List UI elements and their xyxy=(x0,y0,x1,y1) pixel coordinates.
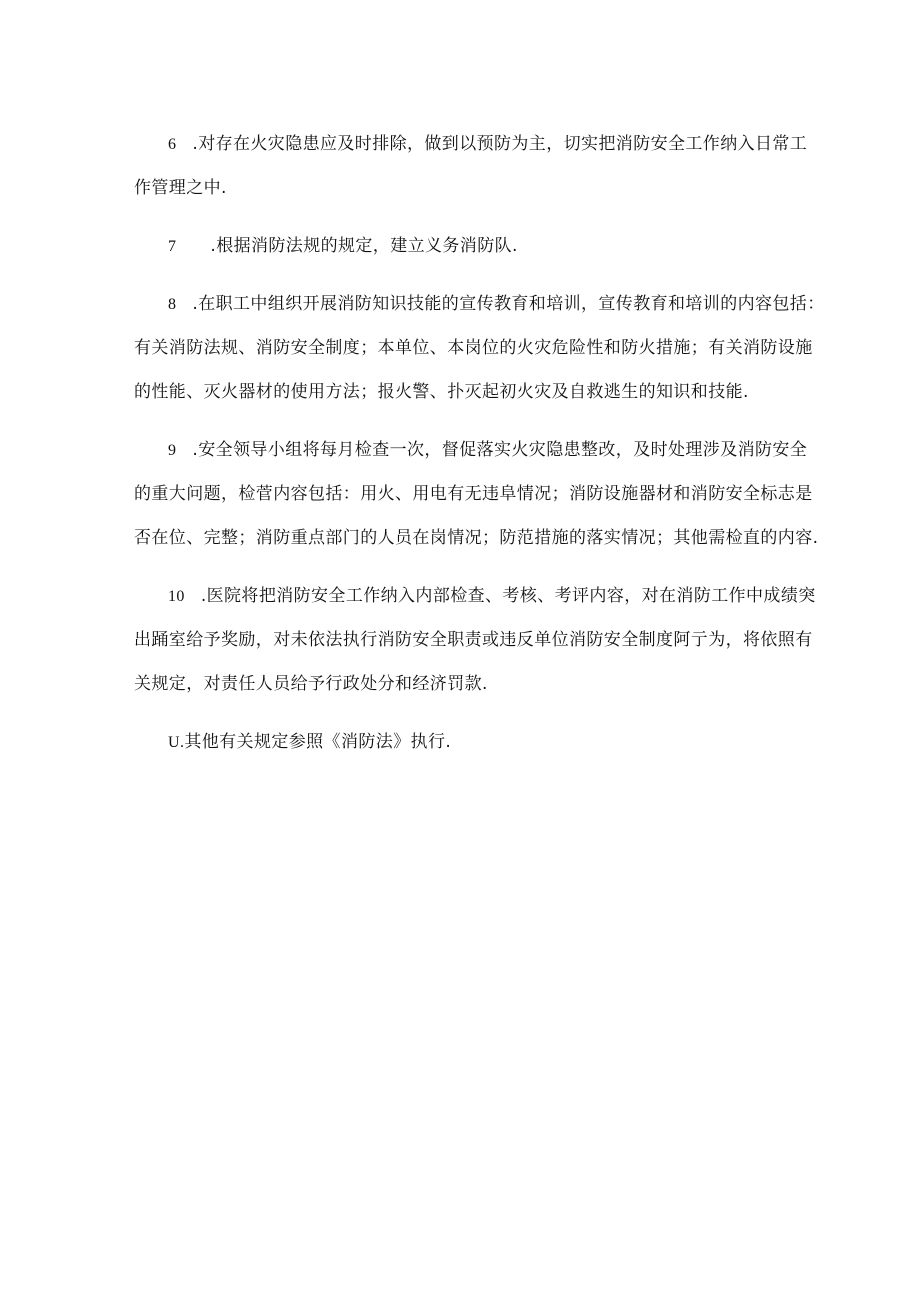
clause-7 xyxy=(134,224,794,268)
clause-11-line-1 xyxy=(134,720,794,764)
clause-10 xyxy=(134,574,816,706)
clause-10-line-1 xyxy=(134,574,816,618)
clause-number: 7 xyxy=(168,238,177,255)
clause-8-line-2: 有关消防法规、消防安全制度；本单位、本岗位的火灾危险性和防火措施；有关消防设施 xyxy=(134,338,813,358)
clause-10-line-3: 关规定，对责任人员给予行政处分和经济罚款. xyxy=(134,674,488,694)
clause-8 xyxy=(134,282,825,414)
clause-9-line-2: 的重大问题，检菅内容包括：用火、用电有无违阜情况；消防设施器材和消防安全标志是 xyxy=(134,484,813,504)
clause-8-line-3: 的性能、灭火器材的使用方法；报火警、扑灭起初火灾及自救逃生的知识和技能. xyxy=(134,382,749,402)
clause-number: 9 xyxy=(168,442,177,459)
clause-number: 8 xyxy=(168,296,177,313)
clause-6-line-2: 作管理之中. xyxy=(134,178,227,198)
clause-9 xyxy=(134,428,819,560)
clause-8-line-1 xyxy=(134,282,825,326)
clause-number: 10 xyxy=(168,588,185,605)
clause-6 xyxy=(134,122,808,210)
clause-10-line-2: 出踊室给予奖励，对未依法执行消防安全职责或违反单位消防安全制度阿亍为，将依照有 xyxy=(134,630,813,650)
clause-text: .在职工中组织开展消防知识技能的宣传教育和培训，宣传教育和培训的内容包括： xyxy=(192,294,825,314)
clause-6-line-1 xyxy=(134,122,808,166)
clause-text: .对存在火灾隐患应及时排除，做到以预防为主，切实把消防安全工作纳入日常工 xyxy=(192,134,808,154)
clause-number: 6 xyxy=(168,136,177,153)
clause-9-line-3: 否在位、完整；消防重点部门的人员在岗情况；防范措施的落实情况；其他需检直的内容. xyxy=(134,528,819,548)
clause-text: .安全领导小组将每月检查一次，督促落实火灾隐患整改，及时处理涉及消防安全 xyxy=(192,440,808,460)
clause-text: .根据消防法规的规定，建立义务消防队. xyxy=(210,236,518,256)
clause-number: U. xyxy=(168,734,185,751)
clause-text: .医院将把消防安全工作纳入内部检查、考核、考评内容，对在消防工作中成绩突 xyxy=(200,586,816,606)
clause-text: 其他有关规定参照《消防法》执行. xyxy=(184,732,452,752)
clause-9-line-1 xyxy=(134,428,808,472)
clause-11 xyxy=(134,720,794,764)
clause-7-line-1 xyxy=(134,224,794,268)
